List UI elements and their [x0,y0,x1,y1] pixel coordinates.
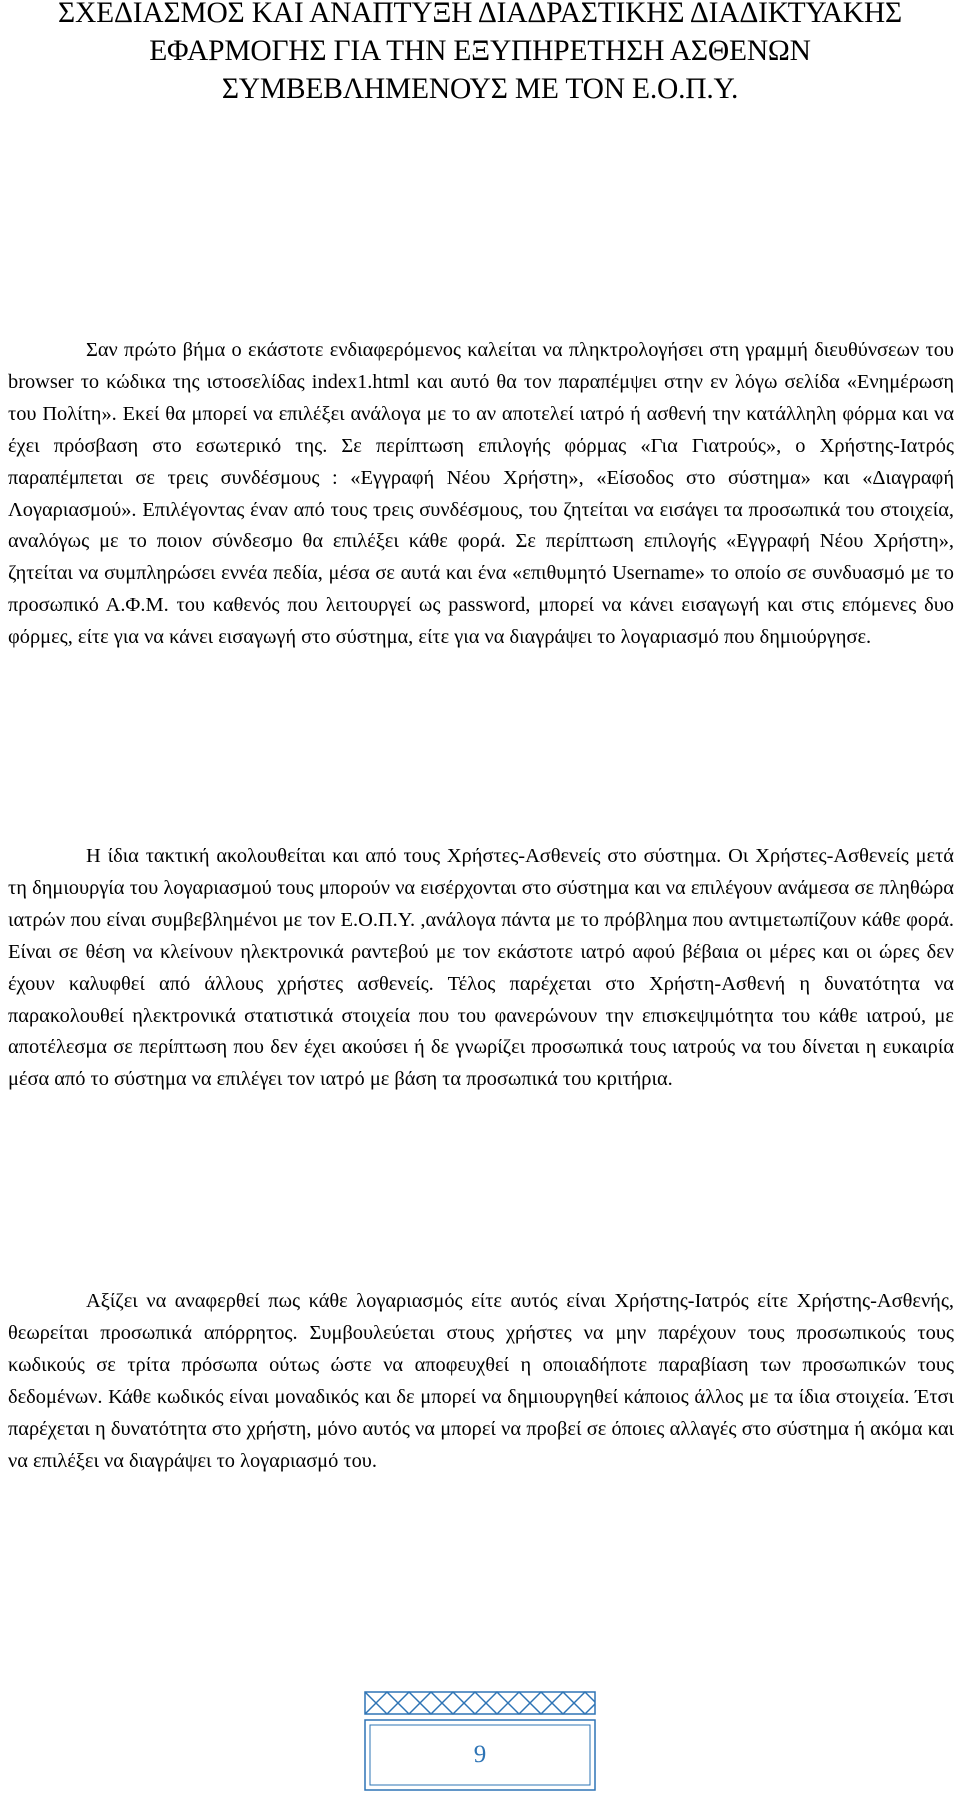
body-paragraph-3: Αξίζει να αναφερθεί πως κάθε λογαριασμός είτε αυτός είναι Χρήστης-Ιατρός είτε Χρήστης-Ασθενής, θεωρείται προσωπικά απόρρητος. Συμβουλεύεται στους χρήστες να μην παρέχουν τους προσωπικούς τους κωδικούς σε τρίτα πρόσωπα ούτως ώστε να αποφευχθεί η οποιαδήποτε παραβίαση των προσωπικών τους δεδομένων. Κάθε κωδικός είναι μοναδικός και δε μπορεί να δημιουργηθεί κάποιος άλλος με τα ίδια στοιχεία. Έτσι παρέχεται η δυνατότητα στο χρήστη, μόνο αυτός να μπορεί να προβεί σε όποιες αλλαγές στο σύστημα ή ακόμα και να επιλέξει να διαγράψει το λογαριασμό του. [8,1290,954,1472]
body-paragraph-2: Η ίδια τακτική ακολουθείται και από τους Χρήστες-Ασθενείς στο σύστημα. Οι Χρήστες-Ασθενείς μετά τη δημιουργία του λογαριασμού τους μπορούν να εισέρχονται στο σύστημα και να επιλέγουν ανάμεσα σε πληθώρα ιατρών που είναι συμβεβλημένοι με τον Ε.Ο.Π.Υ. ,ανάλογα πάντα με το πρόβλημα που αντιμετωπίζουν κάθε φορά. Είναι σε θέση να κλείνουν ηλεκτρονικά ραντεβού με τον εκάστοτε ιατρό αφού βέβαια οι μέρες και οι ώρες δεν έχουν καλυφθεί από άλλους χρήστες ασθενείς. Τέλος παρέχεται στο Χρήστη-Ασθενή η δυνατότητα να παρακολουθεί ηλεκτρονικά στατιστικά στοιχεία που του φανερώνουν την επισκεψιμότητα του κάθε ιατρού, με αποτέλεσμα σε περίπτωση που δεν έχει ακούσει ή δε γνωρίζει προσωπικά τους ιατρούς να του δίνεται η ευκαιρία μέσα από το σύστημα να επιλέγει τον ιατρό με βάση τα προσωπικά του κριτήρια. [8,845,954,1091]
page-footer [0,1688,960,1795]
header-title-line-2: ΕΦΑΡΜΟΓΗΣ ΓΙΑ ΤΗΝ ΕΞΥΠΗΡΕΤΗΣΗ ΑΣΘΕΝΩΝ [149,35,811,67]
document-header [0,0,960,108]
page-number: 9 [473,1741,487,1768]
body-paragraph-1: Σαν πρώτο βήμα ο εκάστοτε ενδιαφερόμενος καλείται να πληκτρολογήσει στη γραμμή διευθύνσεων του browser το κώδικα της ιστοσελίδας index1.html και αυτό θα τον παραπέμψει στην εν λόγω σελίδα «Ενημέρωση του Πολίτη». Εκεί θα μπορεί να επιλέξει ανάλογα με το αν αποτελεί ιατρό ή ασθενή την κατάλληλη φόρμα και να έχει πρόσβαση στο εσωτερικό της. Σε περίπτωση επιλογής φόρμας «Για Γιατρούς», ο Χρήστης-Ιατρός παραπέμπεται σε τρεις συνδέσμους : «Εγγραφή Νέου Χρήστη», «Είσοδος στο σύστημα» και «Διαγραφή Λογαριασμού». Επιλέγοντας έναν από τους τρεις συνδέσμους, του ζητείται να εισάγει τα προσωπικά του στοιχεία, αναλόγως με το ποιον σύνδεσμο θα επιλέξει κάθε φορά. Σε περίπτωση επιλογής «Εγγραφή Νέου Χρήστη», ζητείται να συμπληρώσει εννέα πεδία, μέσα σε αυτά και ένα «επιθυμητό Username» το οποίο σε συνδυασμό με το προσωπικό Α.Φ.Μ. του καθενός που λειτουργεί ως password, μπορεί να κάνει εισαγωγή και στις επόμενες δυο φόρμες, είτε για να κάνει εισαγωγή στο σύστημα, είτε για να διαγράψει το λογαριασμό που δημιούργησε. [8,339,954,649]
header-title-line-3: ΣΥΜΒΕΒΛΗΜΕΝΟΥΣ ΜΕ ΤΟΝ Ε.Ο.Π.Υ. [221,73,739,105]
header-title-line-1: ΣΧΕΔΙΑΣΜΟΣ ΚΑΙ ΑΝΑΠΤΥΞΗ ΔΙΑΔΡΑΣΤΙΚΗΣ ΔΙΑΔΙΚΤΥΑΚΗΣ [58,0,902,29]
